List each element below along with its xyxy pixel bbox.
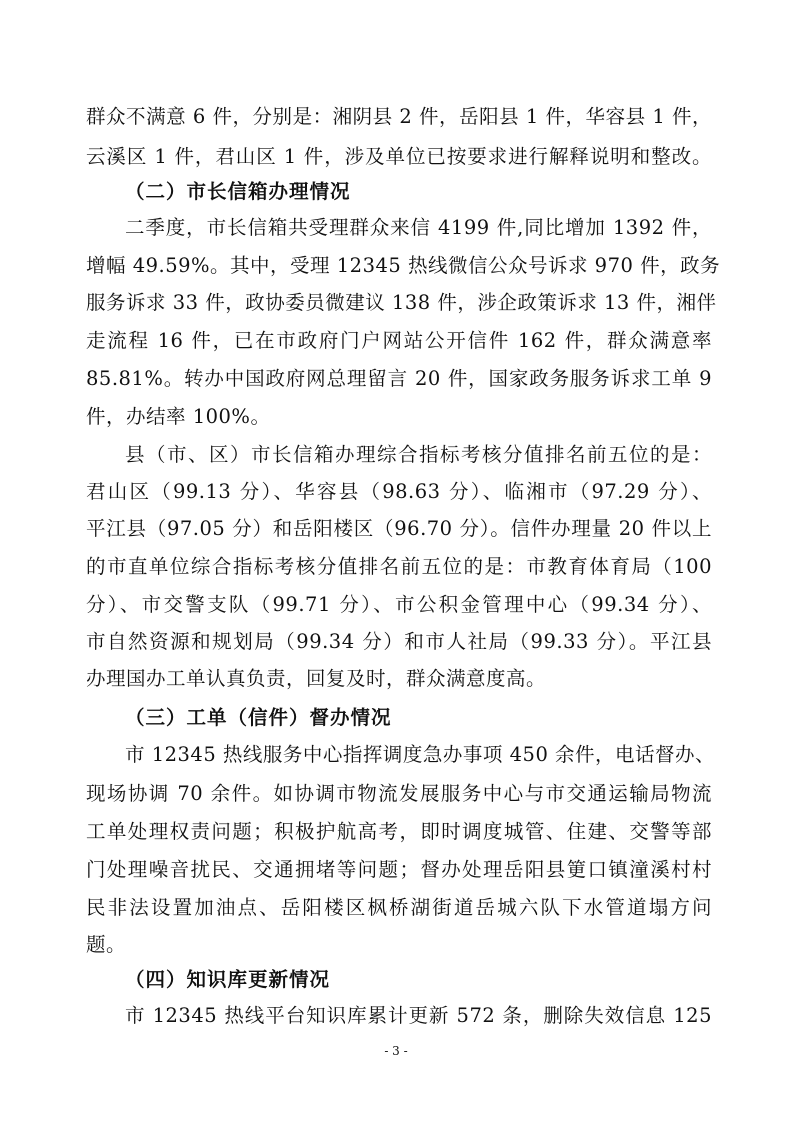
paragraph-line: 工单处理权责问题；积极护航高考，即时调度城管、住建、交警等部 [86, 820, 712, 843]
paragraph-line: 走流程 16 件，已在市政府门户网站公开信件 162 件，群众满意率 [86, 329, 712, 352]
paragraph-line: 件，办结率 100%。 [86, 405, 271, 428]
paragraph-line: 市 12345 热线平台知识库累计更新 572 条，删除失效信息 125 [125, 1004, 712, 1027]
paragraph-line: 增幅 49.59%。其中，受理 12345 热线微信公众号诉求 970 件，政务 [86, 254, 721, 277]
paragraph-line: 云溪区 1 件，君山区 1 件，涉及单位已按要求进行解释说明和整改。 [86, 145, 712, 168]
section-heading-knowledge-base: （四）知识库更新情况 [125, 968, 331, 991]
paragraph-line: 民非法设置加油点、岳阳楼区枫桥湖街道岳城六队下水管道塌方问 [86, 896, 712, 919]
paragraph-line: 县（市、区）市长信箱办理综合指标考核分值排名前五位的是： [125, 443, 712, 466]
paragraph-line: 的市直单位综合指标考核分值排名前五位的是：市教育体育局（100 [86, 555, 712, 578]
section-heading-mayor-mailbox: （二）市长信箱办理情况 [125, 180, 351, 203]
paragraph-line: 现场协调 70 余件。如协调市物流发展服务中心与市交通运输局物流 [86, 782, 712, 805]
paragraph-line: 门处理噪音扰民、交通拥堵等问题；督办处理岳阳县筻口镇潼溪村村 [86, 858, 712, 881]
paragraph-line: 君山区（99.13 分）、华容县（98.63 分）、临湘市（97.29 分）、 [86, 480, 712, 503]
paragraph-line: 分）、市交警支队（99.71 分）、市公积金管理中心（99.34 分）、 [86, 593, 712, 616]
paragraph-line: 市自然资源和规划局（99.34 分）和市人社局（99.33 分）。平江县 [86, 630, 712, 653]
paragraph-line: 题。 [86, 933, 127, 956]
paragraph-line: 群众不满意 6 件，分别是：湘阴县 2 件，岳阳县 1 件，华容县 1 件， [86, 105, 712, 128]
paragraph-line: 85.81%。转办中国政府网总理留言 20 件，国家政务服务诉求工单 9 [86, 367, 712, 390]
paragraph-line: 平江县（97.05 分）和岳阳楼区（96.70 分）。信件办理量 20 件以上 [86, 517, 712, 540]
page-number: - 3 - [384, 1044, 408, 1058]
paragraph-line: 市 12345 热线服务中心指挥调度急办事项 450 余件，电话督办、 [125, 743, 716, 766]
paragraph-line: 服务诉求 33 件，政协委员微建议 138 件，涉企政策诉求 13 件，湘伴 [86, 291, 717, 314]
paragraph-line: 办理国办工单认真负责，回复及时，群众满意度高。 [86, 667, 547, 690]
paragraph-line: 二季度，市长信箱共受理群众来信 4199 件,同比增加 1392 件， [125, 216, 712, 239]
section-heading-supervision: （三）工单（信件）督办情况 [125, 706, 392, 729]
